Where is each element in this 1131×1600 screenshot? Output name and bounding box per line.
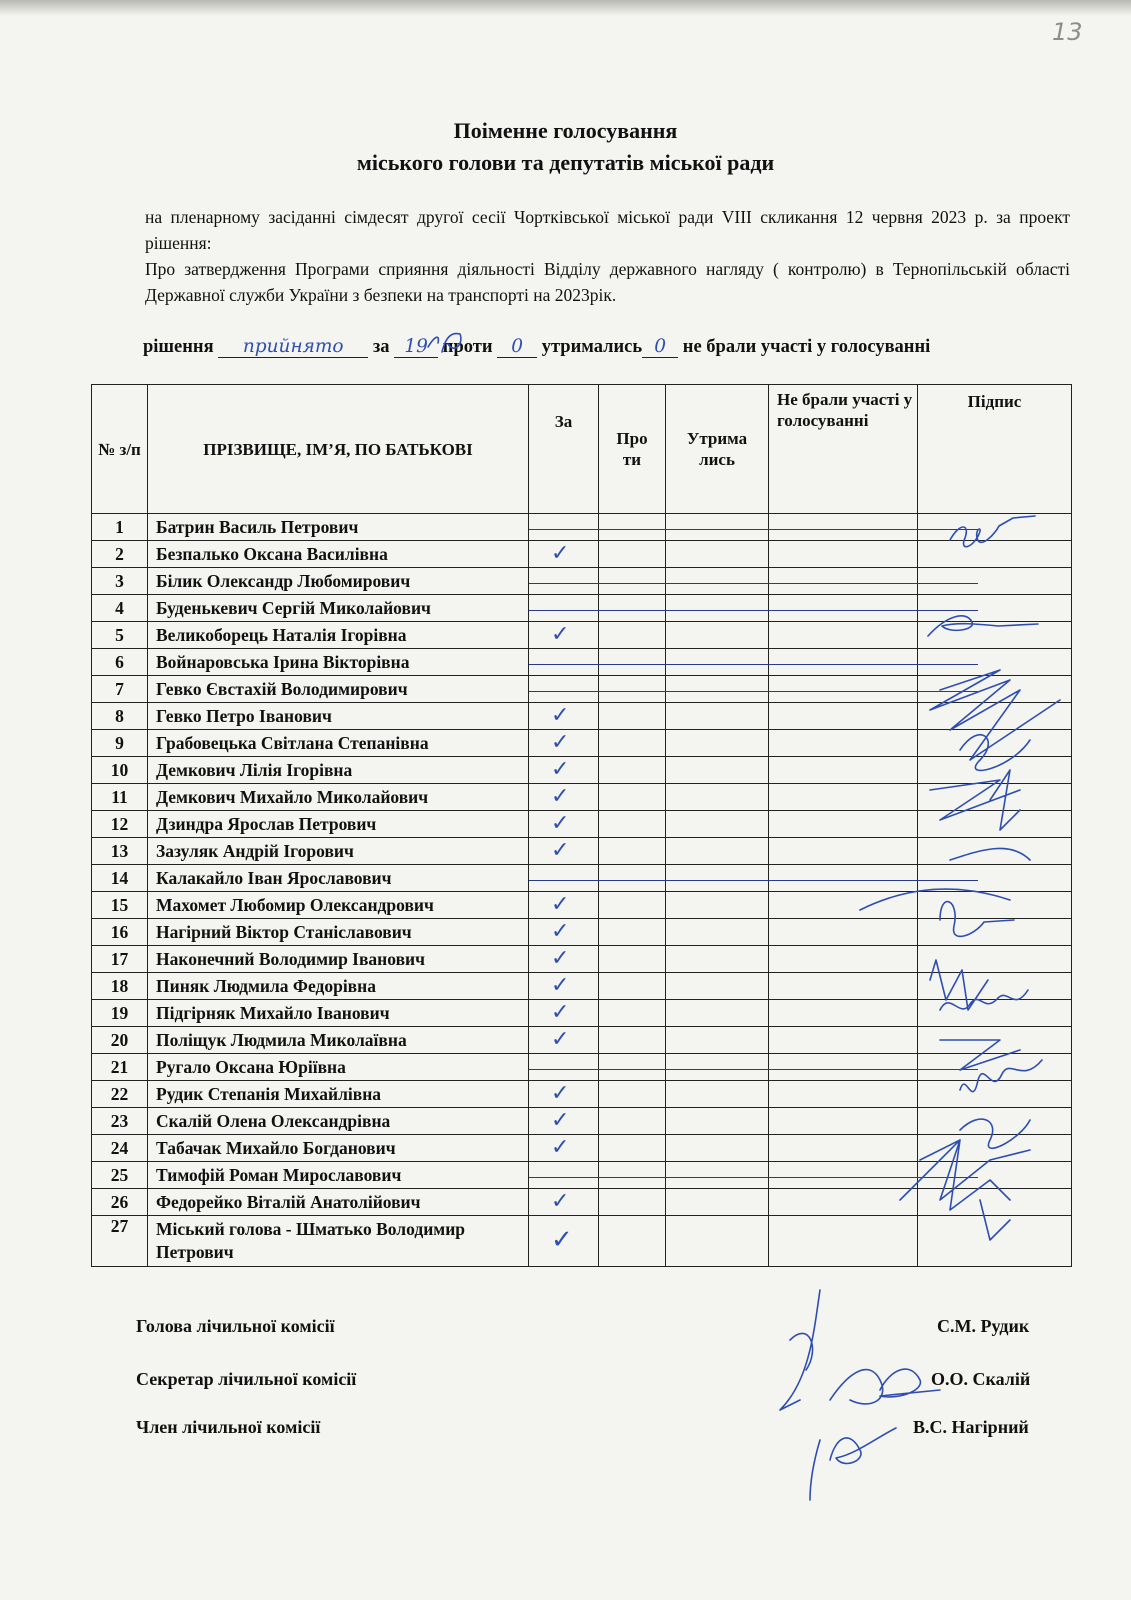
vote-for-cell <box>529 1189 599 1216</box>
table-row <box>92 973 1072 1000</box>
signature-cell <box>918 1189 1072 1216</box>
checkmark-icon: ✓ <box>551 541 570 566</box>
row-number: 5 <box>92 622 148 649</box>
vote-abstain-cell <box>666 568 769 595</box>
vote-for-cell <box>529 1027 599 1054</box>
document-title: Поіменне голосування <box>453 118 678 143</box>
col-for-header: За <box>529 385 599 514</box>
vote-against-cell <box>599 1189 666 1216</box>
page-number: 13 <box>1052 18 1083 46</box>
table-row <box>92 865 1072 892</box>
not-voted-cell <box>769 622 918 649</box>
vote-for-cell <box>529 919 599 946</box>
commission-member-name: О.О. Скалій <box>931 1369 1031 1389</box>
vote-against-cell <box>599 892 666 919</box>
table-row <box>92 730 1072 757</box>
vote-for-cell <box>529 811 599 838</box>
vote-against-cell <box>599 1216 666 1267</box>
checkmark-icon: ✓ <box>551 1189 570 1214</box>
member-name: Калакайло Іван Ярославович <box>148 865 529 892</box>
vote-for-cell <box>529 973 599 1000</box>
vote-abstain-cell <box>666 1054 769 1081</box>
signature-cell <box>918 1027 1072 1054</box>
signature-cell <box>918 514 1072 541</box>
member-name: Наконечний Володимир Іванович <box>148 946 529 973</box>
member-name: Зазуляк Андрій Ігорович <box>148 838 529 865</box>
member-name: Підгірняк Михайло Іванович <box>148 1000 529 1027</box>
vote-abstain-cell <box>666 1162 769 1189</box>
vote-against-cell <box>599 514 666 541</box>
member-name: Безпалько Оксана Василівна <box>148 541 529 568</box>
table-row <box>92 1216 1072 1267</box>
member-name: Гевко Євстахій Володимирович <box>148 676 529 703</box>
signature-cell <box>918 1108 1072 1135</box>
not-voted-cell <box>769 1027 918 1054</box>
signature-cell <box>918 946 1072 973</box>
checkmark-icon: ✓ <box>551 1081 570 1106</box>
session-intro: на пленарному засіданні сімдесят другої сесії Чортківської міської ради VIII скликання 12 червня 2023 р. за проект рішення: <box>145 207 1070 253</box>
checkmark-icon: ✓ <box>551 919 570 944</box>
row-number: 20 <box>92 1027 148 1054</box>
table-row <box>92 1027 1072 1054</box>
vote-for-cell <box>529 730 599 757</box>
member-name: Федорейко Віталій Анатолійович <box>148 1189 529 1216</box>
signature-cell <box>918 784 1072 811</box>
member-name: Войнаровська Ірина Вікторівна <box>148 649 529 676</box>
vote-table <box>91 384 1072 1267</box>
vote-for-cell <box>529 1162 599 1189</box>
member-name: Скалій Олена Олександрівна <box>148 1108 529 1135</box>
vote-for-cell <box>529 757 599 784</box>
vote-abstain-cell <box>666 973 769 1000</box>
not-voted-cell <box>769 703 918 730</box>
table-row <box>92 919 1072 946</box>
row-number: 7 <box>92 676 148 703</box>
signature-cell <box>918 1135 1072 1162</box>
checkmark-icon: ✓ <box>551 1135 570 1160</box>
checkmark-icon: ✓ <box>551 973 570 998</box>
row-number: 18 <box>92 973 148 1000</box>
vote-against-cell <box>599 1027 666 1054</box>
member-name: Демкович Лілія Ігорівна <box>148 757 529 784</box>
table-row <box>92 649 1072 676</box>
row-number: 10 <box>92 757 148 784</box>
not-voted-cell <box>769 1054 918 1081</box>
member-name: Тимофій Роман Мирославович <box>148 1162 529 1189</box>
vote-for-cell <box>529 1216 599 1267</box>
vote-for-cell <box>529 1135 599 1162</box>
table-row <box>92 703 1072 730</box>
not-voted-cell <box>769 811 918 838</box>
vote-against-cell <box>599 784 666 811</box>
signature-cell <box>918 622 1072 649</box>
against-count: 0 <box>497 337 537 358</box>
vote-abstain-cell <box>666 1108 769 1135</box>
signature-cell <box>918 676 1072 703</box>
row-number: 19 <box>92 1000 148 1027</box>
signature-cell <box>918 568 1072 595</box>
decision-line <box>143 337 1073 358</box>
commission-role-label: Член лічильної комісії <box>136 1417 321 1437</box>
not-voted-cell <box>769 541 918 568</box>
vote-for-cell <box>529 946 599 973</box>
vote-against-cell <box>599 838 666 865</box>
vote-abstain-cell <box>666 811 769 838</box>
commission-member-name: С.М. Рудик <box>937 1316 1030 1336</box>
signature-cell <box>918 757 1072 784</box>
vote-against-cell <box>599 865 666 892</box>
vote-against-cell <box>599 622 666 649</box>
signature-cell <box>918 865 1072 892</box>
not-voted-cell <box>769 649 918 676</box>
vote-abstain-cell <box>666 838 769 865</box>
table-row <box>92 1054 1072 1081</box>
member-name: Батрин Василь Петрович <box>148 514 529 541</box>
member-name: Великоборець Наталія Ігорівна <box>148 622 529 649</box>
col-not-voted-header: Не брали участі у голосуванні <box>769 385 918 514</box>
not-voted-cell <box>769 1162 918 1189</box>
project-title: Про затвердження Програми сприяння діяльності Відділу державного нагляду ( контролю) в Тернопільській області Державної служби України з безпеки на транспорті на 2023рік. <box>145 259 1070 305</box>
table-row <box>92 1162 1072 1189</box>
for-label: за <box>372 337 390 357</box>
vote-abstain-cell <box>666 865 769 892</box>
vote-abstain-cell <box>666 676 769 703</box>
col-signature-header: Підпис <box>918 385 1072 514</box>
vote-abstain-cell <box>666 1027 769 1054</box>
table-row <box>92 1135 1072 1162</box>
vote-against-cell <box>599 946 666 973</box>
vote-against-cell <box>599 973 666 1000</box>
not-voted-cell <box>769 514 918 541</box>
row-number: 4 <box>92 595 148 622</box>
table-row <box>92 595 1072 622</box>
vote-against-cell <box>599 1054 666 1081</box>
not-voted-cell <box>769 595 918 622</box>
not-voted-cell <box>769 919 918 946</box>
vote-for-cell <box>529 703 599 730</box>
vote-for-cell <box>529 784 599 811</box>
row-number: 1 <box>92 514 148 541</box>
vote-abstain-cell <box>666 757 769 784</box>
row-number: 17 <box>92 946 148 973</box>
row-number: 16 <box>92 919 148 946</box>
signature-cell <box>918 1216 1072 1267</box>
signature-cell <box>918 1081 1072 1108</box>
signature-cell <box>918 541 1072 568</box>
signature-cell <box>918 973 1072 1000</box>
against-label: проти <box>442 337 493 357</box>
checkmark-icon: ✓ <box>551 730 570 755</box>
member-name: Грабовецька Світлана Степанівна <box>148 730 529 757</box>
row-number: 2 <box>92 541 148 568</box>
vote-against-cell <box>599 703 666 730</box>
row-number: 13 <box>92 838 148 865</box>
member-name: Нагірний Віктор Станіславович <box>148 919 529 946</box>
member-name: Буденькевич Сергій Миколайович <box>148 595 529 622</box>
signature-cell <box>918 1054 1072 1081</box>
signature-cell <box>918 595 1072 622</box>
vote-abstain-cell <box>666 1081 769 1108</box>
vote-abstain-cell <box>666 892 769 919</box>
vote-abstain-cell <box>666 595 769 622</box>
table-row <box>92 892 1072 919</box>
vote-against-cell <box>599 568 666 595</box>
signature-footer <box>780 1290 940 1500</box>
not-voted-label: не брали участі у голосуванні <box>682 337 931 357</box>
member-name: Демкович Михайло Миколайович <box>148 784 529 811</box>
row-number: 6 <box>92 649 148 676</box>
signature-cell <box>918 703 1072 730</box>
table-row <box>92 1189 1072 1216</box>
vote-abstain-cell <box>666 703 769 730</box>
vote-against-cell <box>599 1108 666 1135</box>
member-name: Махомет Любомир Олександрович <box>148 892 529 919</box>
checkmark-icon: ✓ <box>551 757 570 782</box>
row-number: 14 <box>92 865 148 892</box>
member-name: Міський голова - Шматько Володимир Петрович <box>148 1216 529 1267</box>
member-name: Дзиндра Ярослав Петрович <box>148 811 529 838</box>
signature-cell <box>918 838 1072 865</box>
not-voted-cell <box>769 1108 918 1135</box>
table-row <box>92 784 1072 811</box>
table-row <box>92 1081 1072 1108</box>
vote-against-cell <box>599 919 666 946</box>
row-number: 9 <box>92 730 148 757</box>
signature-cell <box>918 1000 1072 1027</box>
member-name: Пиняк Людмила Федорівна <box>148 973 529 1000</box>
not-voted-cell <box>769 865 918 892</box>
checkmark-icon: ✓ <box>551 892 570 917</box>
document-subtitle: міського голови та депутатів міської ради <box>356 150 775 175</box>
checkmark-icon: ✓ <box>551 811 570 836</box>
vote-for-cell <box>529 892 599 919</box>
not-voted-cell <box>769 1000 918 1027</box>
for-count: 19 <box>394 337 438 358</box>
table-row <box>92 622 1072 649</box>
vote-abstain-cell <box>666 919 769 946</box>
member-name: Рудик Степанія Михайлівна <box>148 1081 529 1108</box>
not-voted-cell <box>769 676 918 703</box>
row-number: 11 <box>92 784 148 811</box>
not-voted-cell <box>769 1081 918 1108</box>
vote-abstain-cell <box>666 946 769 973</box>
table-row <box>92 1108 1072 1135</box>
row-number: 27 <box>92 1216 148 1267</box>
row-number: 12 <box>92 811 148 838</box>
commission-role-label: Секретар лічильної комісії <box>136 1369 357 1389</box>
not-voted-cell <box>769 1216 918 1267</box>
col-num-header: № з/п <box>92 385 148 514</box>
vote-for-cell <box>529 1081 599 1108</box>
checkmark-icon: ✓ <box>551 703 570 728</box>
vote-against-cell <box>599 757 666 784</box>
vote-for-cell <box>529 541 599 568</box>
scan-edge-shadow <box>0 0 1131 16</box>
vote-against-cell <box>599 1162 666 1189</box>
vote-for-cell <box>529 622 599 649</box>
table-header-row <box>92 385 1072 514</box>
vote-for-cell <box>529 676 599 703</box>
vote-against-cell <box>599 1000 666 1027</box>
member-name: Ругало Оксана Юріївна <box>148 1054 529 1081</box>
row-number: 22 <box>92 1081 148 1108</box>
vote-abstain-cell <box>666 1216 769 1267</box>
not-voted-cell <box>769 757 918 784</box>
vote-abstain-cell <box>666 541 769 568</box>
vote-against-cell <box>599 595 666 622</box>
signature-cell <box>918 649 1072 676</box>
checkmark-icon: ✓ <box>551 1225 573 1255</box>
vote-against-cell <box>599 1081 666 1108</box>
not-voted-cell <box>769 892 918 919</box>
table-row <box>92 541 1072 568</box>
row-number: 24 <box>92 1135 148 1162</box>
member-name: Білик Олександр Любомирович <box>148 568 529 595</box>
checkmark-icon: ✓ <box>551 1027 570 1052</box>
checkmark-icon: ✓ <box>551 1108 570 1133</box>
decision-result: прийнято <box>218 337 368 358</box>
not-voted-cell <box>769 730 918 757</box>
vote-for-cell <box>529 649 599 676</box>
vote-abstain-cell <box>666 514 769 541</box>
vote-for-cell <box>529 838 599 865</box>
vote-abstain-cell <box>666 1135 769 1162</box>
table-row <box>92 757 1072 784</box>
row-number: 3 <box>92 568 148 595</box>
vote-for-cell <box>529 568 599 595</box>
checkmark-icon: ✓ <box>551 946 570 971</box>
not-voted-cell <box>769 784 918 811</box>
vote-for-cell <box>529 1054 599 1081</box>
not-voted-cell <box>769 838 918 865</box>
vote-abstain-cell <box>666 1189 769 1216</box>
signature-cell <box>918 892 1072 919</box>
not-voted-cell <box>769 946 918 973</box>
col-abstain-header: Утрима лись <box>666 385 769 514</box>
vote-abstain-cell <box>666 784 769 811</box>
row-number: 8 <box>92 703 148 730</box>
vote-against-cell <box>599 541 666 568</box>
vote-abstain-cell <box>666 1000 769 1027</box>
col-against-header: Про ти <box>599 385 666 514</box>
signature-cell <box>918 1162 1072 1189</box>
signature-cell <box>918 811 1072 838</box>
row-number: 15 <box>92 892 148 919</box>
member-name: Поліщук Людмила Миколаївна <box>148 1027 529 1054</box>
checkmark-icon: ✓ <box>551 622 570 647</box>
commission-role-label: Голова лічильної комісії <box>136 1316 335 1336</box>
row-number: 23 <box>92 1108 148 1135</box>
signature-cell <box>918 919 1072 946</box>
row-number: 21 <box>92 1054 148 1081</box>
abstained-count: 0 <box>642 337 678 358</box>
row-number: 26 <box>92 1189 148 1216</box>
vote-for-cell <box>529 595 599 622</box>
vote-against-cell <box>599 1135 666 1162</box>
checkmark-icon: ✓ <box>551 784 570 809</box>
vote-for-cell <box>529 1108 599 1135</box>
checkmark-icon: ✓ <box>551 838 570 863</box>
checkmark-icon: ✓ <box>551 1000 570 1025</box>
member-name: Гевко Петро Іванович <box>148 703 529 730</box>
decision-label: рішення <box>143 337 214 357</box>
vote-against-cell <box>599 730 666 757</box>
vote-abstain-cell <box>666 730 769 757</box>
table-row <box>92 811 1072 838</box>
vote-against-cell <box>599 649 666 676</box>
commission-member-name: В.С. Нагірний <box>913 1417 1029 1437</box>
vote-against-cell <box>599 676 666 703</box>
table-row <box>92 838 1072 865</box>
not-voted-cell <box>769 1135 918 1162</box>
not-voted-cell <box>769 973 918 1000</box>
signature-cell <box>918 730 1072 757</box>
table-row <box>92 946 1072 973</box>
not-voted-cell <box>769 1189 918 1216</box>
vote-for-cell <box>529 865 599 892</box>
table-row <box>92 514 1072 541</box>
vote-for-cell <box>529 1000 599 1027</box>
vote-against-cell <box>599 811 666 838</box>
vote-for-cell <box>529 514 599 541</box>
abstained-label: утримались <box>541 337 643 357</box>
row-number: 25 <box>92 1162 148 1189</box>
vote-abstain-cell <box>666 622 769 649</box>
table-row <box>92 676 1072 703</box>
table-row <box>92 568 1072 595</box>
vote-abstain-cell <box>666 649 769 676</box>
table-row <box>92 1000 1072 1027</box>
member-name: Табачак Михайло Богданович <box>148 1135 529 1162</box>
not-voted-cell <box>769 568 918 595</box>
col-name-header: ПРІЗВИЩЕ, ІМ’Я, ПО БАТЬКОВІ <box>148 385 529 514</box>
